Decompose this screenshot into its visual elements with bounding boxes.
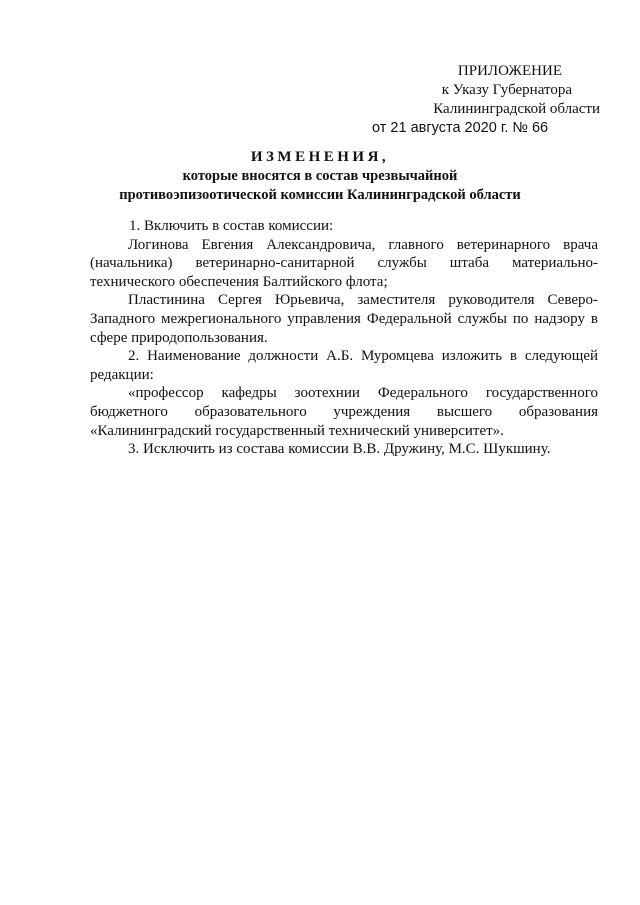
item1-person1: Логинова Евгения Александровича, главного ветеринарного врача (начальника) ветеринарно-санитарной службы штаба материально-технического обеспечения Балтийского флота; — [90, 236, 598, 290]
appendix-label: ПРИЛОЖЕНИЕ — [457, 63, 562, 79]
appendix-block — [300, 62, 600, 138]
document-title: ИЗМЕНЕНИЯ, — [250, 149, 390, 165]
item2-intro: 2. Наименование должности А.Б. Муромцева изложить в следующей редакции: — [90, 348, 598, 383]
appendix-decree-ref: к Указу Губернатора — [441, 82, 572, 98]
appendix-date-number: от 21 августа 2020 г. № 66 — [372, 120, 549, 136]
item2-text: «профессор кафедры зоотехнии Федерального государственного бюджетного образовательного учреждения высшего образования «Калининградский государственный технический университет». — [90, 385, 598, 439]
document-heading — [90, 148, 550, 205]
appendix-region: Калининградской области — [433, 101, 600, 117]
item1-person2: Пластинина Сергея Юрьевича, заместителя руководителя Северо-Западного межрегионального управления Федеральной службы по надзору в сфере природопользования. — [90, 292, 598, 346]
document-subtitle-line2: противоэпизоотической комиссии Калининградской области — [119, 187, 521, 203]
item1-intro: 1. Включить в состав комиссии: — [129, 218, 334, 234]
item3: 3. Исключить из состава комиссии В.В. Дружину, М.С. Шукшину. — [128, 441, 551, 458]
document-body — [90, 217, 598, 459]
document-subtitle-line1: которые вносятся в состав чрезвычайной — [182, 168, 458, 184]
